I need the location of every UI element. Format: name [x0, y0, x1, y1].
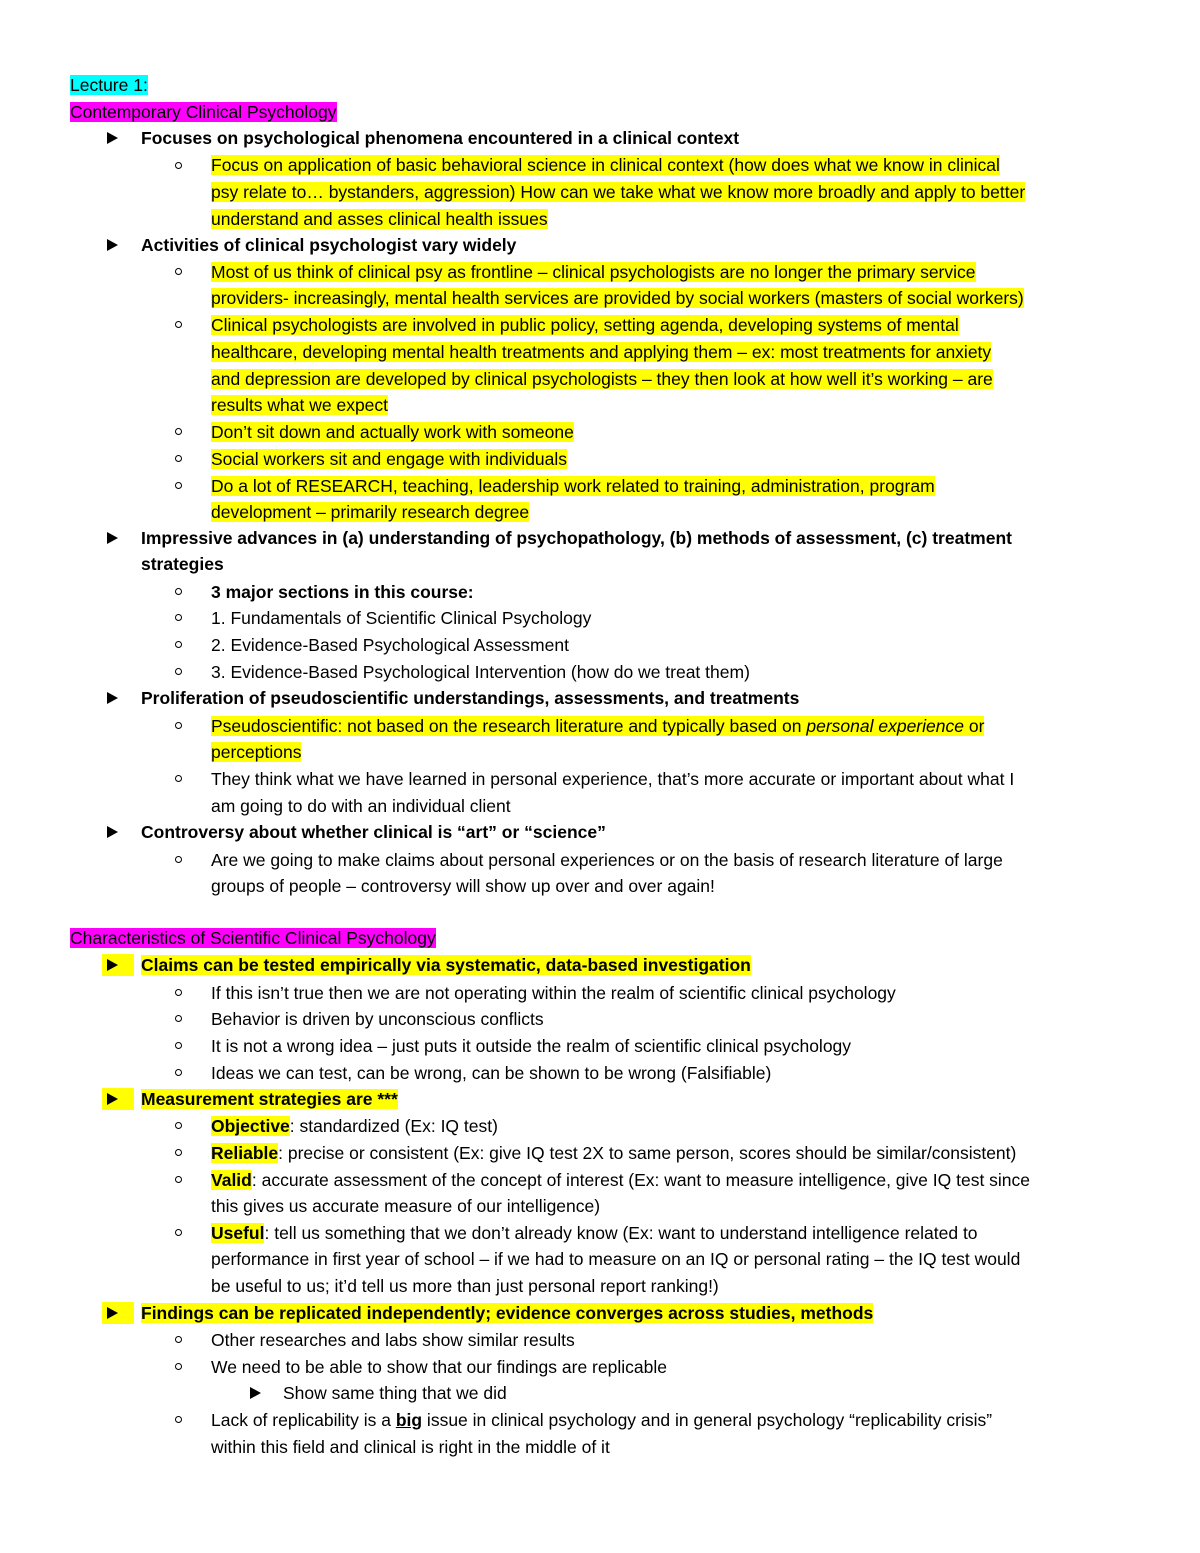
bullet-text: strategies [141, 554, 224, 574]
arrow-bullet-icon [250, 1387, 261, 1399]
sub-bullet-text: Most of us think of clinical psy as frontline – clinical psychologists are no longer the primary service [211, 262, 976, 282]
lecture-title: Lecture 1: [70, 75, 148, 95]
sub-bullet-text: Clinical psychologists are involved in public policy, setting agenda, developing systems of mental [211, 315, 959, 335]
circle-bullet-icon [175, 455, 182, 462]
sub-bullet-text: Behavior is driven by unconscious conflicts [211, 1009, 544, 1029]
sub-bullet-text: Objective: standardized (Ex: IQ test) [211, 1116, 498, 1136]
circle-bullet-icon [175, 1176, 182, 1183]
circle-bullet-icon [175, 1229, 182, 1236]
sub-bullet-text: providers- increasingly, mental health services are provided by social workers (masters of social workers) [211, 288, 1024, 308]
circle-bullet-icon [175, 1416, 182, 1423]
circle-bullet-icon [175, 775, 182, 782]
bullet-text: Impressive advances in (a) understanding of psychopathology, (b) methods of assessment, (c) treatment [141, 528, 1012, 548]
sub-bullet-text: They think what we have learned in personal experience, that’s more accurate or important about what I [211, 769, 1015, 789]
arrow-bullet-icon [107, 1307, 118, 1319]
sub-bullet-text: understand and asses clinical health issues [211, 209, 548, 229]
section-heading: Contemporary Clinical Psychology [70, 102, 337, 122]
sub-bullet-text: If this isn’t true then we are not operating within the realm of scientific clinical psychology [211, 983, 896, 1003]
sub-bullet-text: Useful: tell us something that we don’t already know (Ex: want to understand intelligence related to [211, 1223, 978, 1243]
sub-bullet-text: Focus on application of basic behavioral science in clinical context (how does what we know in clinical [211, 155, 1000, 175]
sub-bullet-text: within this field and clinical is right in the middle of it [211, 1437, 610, 1457]
sub-bullet-text: results what we expect [211, 395, 389, 415]
sub-bullet-text: Valid: accurate assessment of the concept of interest (Ex: want to measure intelligence, give IQ test since [211, 1170, 1031, 1190]
bullet-text: Measurement strategies are *** [141, 1089, 398, 1109]
circle-bullet-icon [175, 428, 182, 435]
circle-bullet-icon [175, 722, 182, 729]
circle-bullet-icon [175, 482, 182, 489]
sub-bullet-text: 2. Evidence-Based Psychological Assessment [211, 635, 569, 655]
arrow-bullet-icon [107, 692, 118, 704]
bullet-text: Focuses on psychological phenomena encountered in a clinical context [141, 128, 740, 148]
section-heading: Characteristics of Scientific Clinical Psychology [70, 928, 436, 948]
sub-bullet-text: 1. Fundamentals of Scientific Clinical Psychology [211, 608, 592, 628]
sub-bullet-text: psy relate to… bystanders, aggression) How can we take what we know more broadly and apply to better [211, 182, 1026, 202]
sub-bullet-text: Ideas we can test, can be wrong, can be shown to be wrong (Falsifiable) [211, 1063, 772, 1083]
sub-bullet-text: Pseudoscientific: not based on the research literature and typically based on personal experience or [211, 716, 985, 736]
circle-bullet-icon [175, 856, 182, 863]
circle-bullet-icon [175, 614, 182, 621]
circle-bullet-icon [175, 268, 182, 275]
sub-bullet-text: perceptions [211, 742, 302, 762]
sub-bullet-text: development – primarily research degree [211, 502, 530, 522]
sub-bullet-text: 3 major sections in this course: [211, 582, 474, 602]
sub-bullet-text: performance in first year of school – if we had to measure on an IQ or personal rating – the IQ test would [211, 1249, 1021, 1269]
circle-bullet-icon [175, 1149, 182, 1156]
arrow-bullet-icon [107, 532, 118, 544]
bullet-text: Findings can be replicated independently; evidence converges across studies, methods [141, 1303, 874, 1323]
bullet-text: Activities of clinical psychologist vary widely [141, 235, 517, 255]
sub-bullet-text: It is not a wrong idea – just puts it outside the realm of scientific clinical psychology [211, 1036, 852, 1056]
circle-bullet-icon [175, 162, 182, 169]
circle-bullet-icon [175, 1069, 182, 1076]
sub-bullet-text: Other researches and labs show similar results [211, 1330, 575, 1350]
sub-bullet-text: Are we going to make claims about personal experiences or on the basis of research literature of large [211, 850, 1003, 870]
circle-bullet-icon [175, 989, 182, 996]
circle-bullet-icon [175, 321, 182, 328]
circle-bullet-icon [175, 588, 182, 595]
arrow-bullet-icon [107, 132, 118, 144]
sub-bullet-text: Social workers sit and engage with individuals [211, 449, 568, 469]
sub-bullet-text: We need to be able to show that our findings are replicable [211, 1357, 667, 1377]
bullet-text: Claims can be tested empirically via systematic, data-based investigation [141, 955, 751, 975]
arrow-bullet-icon [107, 1093, 118, 1105]
bullet-text: Controversy about whether clinical is “art” or “science” [141, 822, 606, 842]
sub-bullet-text: be useful to us; it’d tell us more than just personal report ranking!) [211, 1276, 719, 1296]
sub-bullet-text: am going to do with an individual client [211, 796, 511, 816]
circle-bullet-icon [175, 641, 182, 648]
sub-bullet-text: this gives us accurate measure of our intelligence) [211, 1196, 601, 1216]
arrow-bullet-icon [107, 826, 118, 838]
sub-bullet-text: healthcare, developing mental health treatments and applying them – ex: most treatments for anxiety [211, 342, 992, 362]
sub-bullet-text: Lack of replicability is a big issue in clinical psychology and in general psychology “replicability crisis” [211, 1410, 993, 1430]
sub-bullet-text: and depression are developed by clinical psychologists – they then look at how well it’s working – are [211, 369, 993, 389]
circle-bullet-icon [175, 668, 182, 675]
arrow-bullet-icon [107, 239, 118, 251]
circle-bullet-icon [175, 1042, 182, 1049]
bullet-text: Proliferation of pseudoscientific understandings, assessments, and treatments [141, 688, 800, 708]
circle-bullet-icon [175, 1363, 182, 1370]
sub-bullet-text: groups of people – controversy will show up over and over again! [211, 876, 715, 896]
sub-bullet-text: Reliable: precise or consistent (Ex: give IQ test 2X to same person, scores should be similar/consistent) [211, 1143, 1017, 1163]
circle-bullet-icon [175, 1336, 182, 1343]
arrow-bullet-icon [107, 959, 118, 971]
circle-bullet-icon [175, 1015, 182, 1022]
circle-bullet-icon [175, 1122, 182, 1129]
sub-bullet-text: Do a lot of RESEARCH, teaching, leadership work related to training, administration, program [211, 476, 935, 496]
sub-sub-bullet-text: Show same thing that we did [283, 1383, 507, 1403]
sub-bullet-text: 3. Evidence-Based Psychological Intervention (how do we treat them) [211, 662, 750, 682]
sub-bullet-text: Don’t sit down and actually work with someone [211, 422, 574, 442]
